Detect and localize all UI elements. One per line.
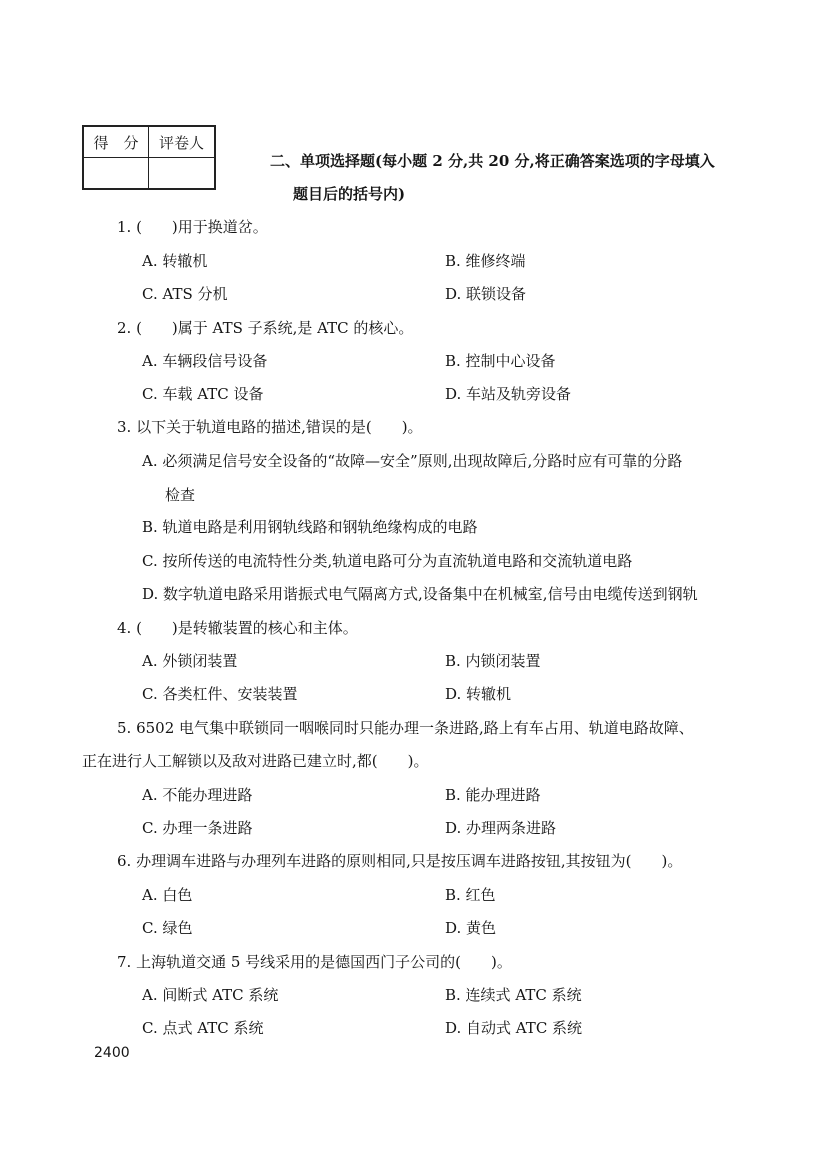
score-cell xyxy=(83,158,149,190)
option-c: C. 按所传送的电流特性分类,轨道电路可分为直流轨道电路和交流轨道电路 xyxy=(142,552,633,570)
option-c: C. 各类杠件、安装装置 xyxy=(142,685,298,703)
question-stem: 4. ( )是转辙装置的核心和主体。 xyxy=(117,619,358,637)
option-a-cont: 检查 xyxy=(165,486,196,504)
option-c: C. ATS 分机 xyxy=(142,285,228,303)
option-d: D. 车站及轨旁设备 xyxy=(445,385,572,403)
question-stem-cont: 正在进行人工解锁以及敌对进路已建立时,都( )。 xyxy=(82,752,429,770)
option-d: D. 联锁设备 xyxy=(445,285,527,303)
option-a: A. 转辙机 xyxy=(142,252,208,270)
option-b: B. 连续式 ATC 系统 xyxy=(445,986,582,1004)
option-a: A. 间断式 ATC 系统 xyxy=(142,986,279,1004)
question-stem: 7. 上海轨道交通 5 号线采用的是德国西门子公司的( )。 xyxy=(117,953,512,971)
option-b: B. 能办理进路 xyxy=(445,786,541,804)
grader-header: 评卷人 xyxy=(149,126,216,158)
option-b: B. 控制中心设备 xyxy=(445,352,556,370)
page-number: 2400 xyxy=(94,1045,130,1061)
question-stem: 6. 办理调车进路与办理列车进路的原则相同,只是按压调车进路按钮,其按钮为( )。 xyxy=(117,852,683,870)
option-a: A. 外锁闭装置 xyxy=(142,652,238,670)
section-title: 二、单项选择题(每小题 2 分,共 20 分,将正确答案选项的字母填入 xyxy=(270,152,715,170)
option-d: D. 办理两条进路 xyxy=(445,819,557,837)
option-c: C. 绿色 xyxy=(142,919,193,937)
grader-cell xyxy=(149,158,216,190)
option-d: D. 黄色 xyxy=(445,919,497,937)
option-c: C. 办理一条进路 xyxy=(142,819,253,837)
question-stem: 1. ( )用于换道岔。 xyxy=(117,218,268,236)
option-d: D. 数字轨道电路采用谐振式电气隔离方式,设备集中在机械室,信号由电缆传送到钢轨 xyxy=(142,585,698,603)
option-a: A. 不能办理进路 xyxy=(142,786,253,804)
option-c: C. 点式 ATC 系统 xyxy=(142,1019,264,1037)
option-b: B. 红色 xyxy=(445,886,496,904)
option-a: A. 车辆段信号设备 xyxy=(142,352,268,370)
option-b: B. 轨道电路是利用钢轨线路和钢轨绝缘构成的电路 xyxy=(142,518,478,536)
score-header: 得 分 xyxy=(83,126,149,158)
option-a: A. 必须满足信号安全设备的“故障—安全”原则,出现故障后,分路时应有可靠的分路 xyxy=(142,452,683,470)
option-a: A. 白色 xyxy=(142,886,193,904)
option-b: B. 内锁闭装置 xyxy=(445,652,541,670)
section-title-cont: 题目后的括号内) xyxy=(293,185,406,203)
option-d: D. 自动式 ATC 系统 xyxy=(445,1019,583,1037)
option-d: D. 转辙机 xyxy=(445,685,512,703)
option-c: C. 车载 ATC 设备 xyxy=(142,385,264,403)
question-stem: 5. 6502 电气集中联锁同一咽喉同时只能办理一条进路,路上有车占用、轨道电路故障、 xyxy=(117,719,694,737)
score-table xyxy=(82,125,216,190)
question-stem: 2. ( )属于 ATS 子系统,是 ATC 的核心。 xyxy=(117,319,414,337)
option-b: B. 维修终端 xyxy=(445,252,526,270)
question-stem: 3. 以下关于轨道电路的描述,错误的是( )。 xyxy=(117,418,423,436)
